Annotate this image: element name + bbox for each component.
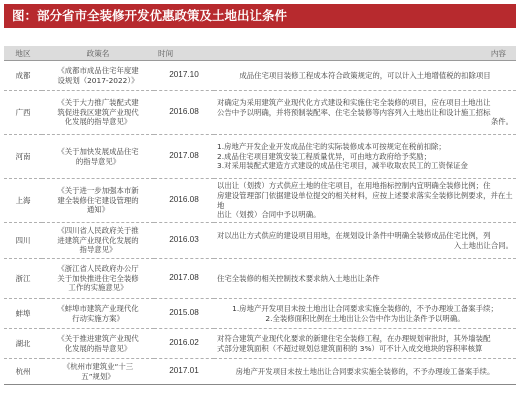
policy-line: 《关于推进建筑产业现代 xyxy=(57,333,139,343)
policy-cell xyxy=(42,359,154,385)
content-line: 2.全装修面积比例在土地出让公告中作为出让条件予以明确。 xyxy=(265,313,465,323)
policy-cell xyxy=(42,179,154,223)
content-line: 公告中予以明确，并将预制装配率、住宅全装修等内容列入土地出让和设计施工招标 xyxy=(217,107,491,117)
policy-cell xyxy=(42,259,154,299)
region-cell: 浙江 xyxy=(15,273,31,283)
table-row xyxy=(4,223,516,259)
policy-line: 的指导意见》 xyxy=(75,156,121,166)
table-row xyxy=(4,135,516,179)
policy-line: 设规划（2017-2022）》 xyxy=(57,75,139,85)
content-line: 出让（划拨）合同中予以明确。 xyxy=(217,210,321,220)
time-cell: 2017.10 xyxy=(169,70,199,80)
region-cell: 河南 xyxy=(15,151,31,161)
policy-line: 通知》 xyxy=(86,205,110,215)
content-cell xyxy=(214,359,516,385)
header-content: 内容 xyxy=(214,46,516,61)
content-line: 1.房地产开发企业开发成品住宅的实际装修成本可按规定在税前扣除； xyxy=(217,141,446,151)
table-row xyxy=(4,329,516,359)
content-line: 房建设管理部门依据建设单位提交的相关材料，应按上述要求落实全装修比例要求，并在土地 xyxy=(217,190,513,210)
time-cell: 2016.03 xyxy=(169,235,199,245)
policy-line: 筑促进我区建筑产业现代 xyxy=(57,107,139,117)
time-cell: 2016.08 xyxy=(169,107,199,117)
content-line: 对符合建筑产业现代化要求的新建住宅全装修工程，在办理规划审批时，其外墙装配 xyxy=(217,333,491,343)
policy-line: 《关于加快发展成品住宅 xyxy=(57,146,139,156)
table-row xyxy=(4,61,516,91)
table-row xyxy=(4,299,516,329)
time-cell: 2017.08 xyxy=(169,273,199,283)
policy-line: 关于加快推进住宅全装修 xyxy=(57,273,139,283)
region-cell: 上海 xyxy=(15,195,31,205)
content-cell xyxy=(214,61,516,91)
policy-cell xyxy=(42,329,154,359)
policy-line: 《杭州市建筑业“十三 xyxy=(62,361,134,371)
content-line: 入土地出让合同。 xyxy=(453,240,513,250)
table-row xyxy=(4,91,516,135)
header-time: 时间 xyxy=(154,46,214,61)
content-cell xyxy=(214,91,516,135)
policy-line: 工作的实施意见》 xyxy=(68,283,128,293)
content-line: 2.成品住宅项目建筑安装工程质量优异，可由地方政府给予奖励； xyxy=(217,151,431,161)
policy-cell xyxy=(42,91,154,135)
policy-line: 五”规划》 xyxy=(81,371,115,381)
content-cell xyxy=(214,223,516,259)
content-cell xyxy=(214,179,516,223)
policy-line: 《关于进一步加强本市新 xyxy=(57,185,139,195)
content-cell xyxy=(214,299,516,329)
region-cell: 湖北 xyxy=(15,338,31,348)
region-cell: 杭州 xyxy=(15,366,31,376)
policy-line: 进建筑产业现代化发展的 xyxy=(57,235,139,245)
region-cell: 广西 xyxy=(15,107,31,117)
content-cell xyxy=(214,135,516,179)
policy-line: 指导意见》 xyxy=(79,245,117,255)
time-cell: 2016.08 xyxy=(169,195,199,205)
policy-line: 《浙江省人民政府办公厅 xyxy=(57,263,139,273)
content-line: 房地产开发项目未按土地出让合同要求实施全装修的，不予办理竣工备案手续。 xyxy=(235,366,495,376)
table-row xyxy=(4,259,516,299)
policy-line: 《关于大力推广装配式建 xyxy=(57,97,139,107)
content-line: 住宅全装修的相关控制技术要求纳入土地出让条件 xyxy=(217,273,380,283)
policy-line: 建全装修住宅建设管理的 xyxy=(57,195,139,205)
table-body xyxy=(4,61,516,385)
time-cell: 2016.02 xyxy=(169,338,199,348)
policy-line: 化发展的指导意见》 xyxy=(64,343,132,353)
policy-line: 行动实施方案》 xyxy=(72,313,124,323)
content-line: 对以出让方式供应的建设项目用地，在规划设计条件中明确全装修成品住宅比例，列 xyxy=(217,230,491,240)
policy-line: 《成都市成品住宅年度建 xyxy=(57,65,139,75)
content-line: 1.房地产开发项目未按土地出让合同要求实施全装修的，不予办理竣工备案手续； xyxy=(232,303,498,313)
table-header xyxy=(4,46,516,61)
header-region: 地区 xyxy=(4,46,42,61)
policy-cell xyxy=(42,223,154,259)
time-cell: 2017.01 xyxy=(169,366,199,376)
policy-line: 《四川省人民政府关于推 xyxy=(57,225,139,235)
region-cell: 四川 xyxy=(15,235,31,245)
policy-table xyxy=(4,46,516,385)
table-row xyxy=(4,359,516,385)
content-line: 对确定为采用建筑产业现代化方式建设和实施住宅全装修的项目，应在项目土地出让 xyxy=(217,97,491,107)
region-cell: 成都 xyxy=(15,70,31,80)
time-cell: 2017.08 xyxy=(169,151,199,161)
policy-cell xyxy=(42,61,154,91)
content-cell xyxy=(214,259,516,299)
content-line: 3.对采用装配式建造方式建设的成品住宅项目，减半收取农民工的工资保证金 xyxy=(217,161,468,171)
policy-cell xyxy=(42,135,154,179)
time-cell: 2015.08 xyxy=(169,308,199,318)
header-policy: 政策名 xyxy=(42,46,154,61)
policy-cell xyxy=(42,299,154,329)
content-line: 以出让（划拨）方式供应土地的住宅项目，在用地指标控制内宜明确全装修比例；住 xyxy=(217,180,491,190)
policy-line: 化发展的指导意见》 xyxy=(64,117,132,127)
policy-line: 《蚌埠市建筑产业现代化 xyxy=(57,303,139,313)
table-row xyxy=(4,179,516,223)
content-cell xyxy=(214,329,516,359)
figure-title: 图：部分省市全装修开发优惠政策及土地出让条件 xyxy=(4,4,516,28)
content-line: 条件。 xyxy=(490,117,513,127)
content-line: 成品住宅项目装修工程成本符合政策规定的，可以计入土地增值税的扣除项目 xyxy=(239,70,491,80)
content-line: 式部分建筑面积（不超过规划总建筑面积的 3%）可不计入成交地块的容积率核算 xyxy=(217,343,483,353)
region-cell: 蚌埠 xyxy=(15,308,31,318)
